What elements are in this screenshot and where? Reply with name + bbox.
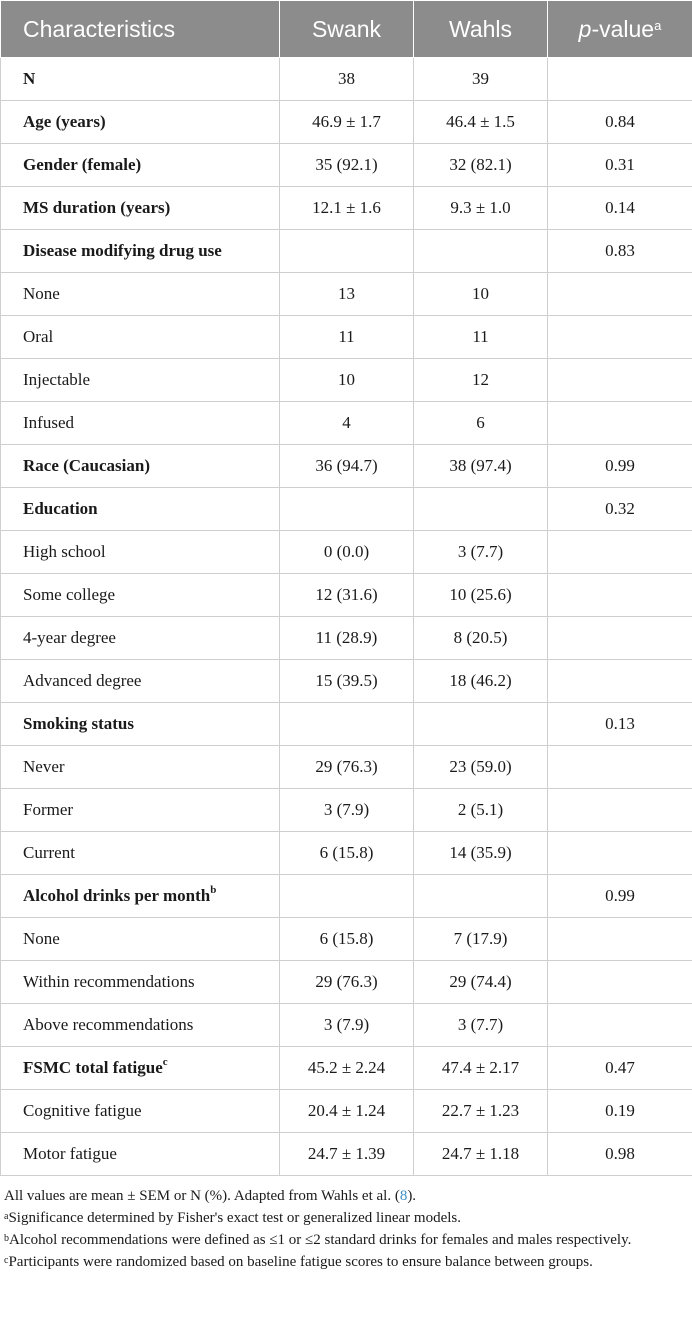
footnote-c-mark: c [4,1255,9,1266]
swank-cell: 3 (7.9) [280,1004,414,1047]
row-label-text: Injectable [23,370,91,389]
table-row [1,961,692,1004]
table-row [1,574,692,617]
pvalue-cell: 0.13 [548,703,692,746]
table-row [1,660,692,703]
swank-cell: 11 (28.9) [280,617,414,660]
table-row [1,1133,692,1176]
table-row [1,1047,692,1090]
table-row [1,58,692,101]
row-label [1,875,280,918]
row-label [1,230,280,273]
row-label [1,488,280,531]
pvalue-cell [548,617,692,660]
table-row [1,273,692,316]
pvalue-cell [548,789,692,832]
row-label [1,316,280,359]
header-swank: Swank [280,1,414,58]
swank-cell: 10 [280,359,414,402]
row-label-text: Oral [23,327,54,346]
row-label [1,445,280,488]
row-label [1,402,280,445]
swank-cell: 13 [280,273,414,316]
footnote-b [4,1230,688,1251]
footnote-c [4,1252,688,1273]
table-row [1,703,692,746]
row-label-text: Advanced degree [23,671,142,690]
reference-link[interactable]: 8 [399,1188,408,1204]
row-label [1,832,280,875]
wahls-cell: 46.4 ± 1.5 [414,101,548,144]
row-label-text: N [23,69,36,88]
wahls-cell: 3 (7.7) [414,531,548,574]
row-label-footnote-mark: c [162,1056,168,1068]
row-label [1,101,280,144]
table-row [1,531,692,574]
footnote-c-text: Participants were randomized based on baseline fatigue scores to ensure balance between groups. [8,1254,593,1270]
swank-cell: 45.2 ± 2.24 [280,1047,414,1090]
pvalue-cell: 0.83 [548,230,692,273]
pvalue-cell [548,660,692,703]
footnote-summary [4,1186,688,1207]
pvalue-cell: 0.98 [548,1133,692,1176]
pvalue-cell: 0.47 [548,1047,692,1090]
row-label-text: Smoking status [23,714,135,733]
header-pvalue-rest: -value [591,15,655,42]
row-label [1,187,280,230]
wahls-cell: 10 [414,273,548,316]
wahls-cell: 18 (46.2) [414,660,548,703]
pvalue-cell: 0.99 [548,445,692,488]
wahls-cell: 8 (20.5) [414,617,548,660]
pvalue-cell [548,574,692,617]
pvalue-cell: 0.99 [548,875,692,918]
swank-cell: 3 (7.9) [280,789,414,832]
wahls-cell [414,703,548,746]
header-wahls: Wahls [414,1,548,58]
table-body [1,58,692,1176]
row-label [1,531,280,574]
table-row [1,617,692,660]
row-label-text: Gender (female) [23,155,142,174]
pvalue-cell: 0.32 [548,488,692,531]
row-label [1,703,280,746]
table-row [1,918,692,961]
wahls-cell [414,875,548,918]
header-pvalue-sup: a [654,17,662,33]
row-label-text: High school [23,542,106,561]
footnote-summary-text: All values are mean ± SEM or N (%). Adapted from Wahls et al. ( [4,1188,400,1204]
wahls-cell: 14 (35.9) [414,832,548,875]
wahls-cell: 32 (82.1) [414,144,548,187]
table-row [1,1004,692,1047]
table-row [1,187,692,230]
table-header [1,1,692,58]
footnote-b-text: Alcohol recommendations were defined as ≤1 or ≤2 standard drinks for females and males respectively. [9,1232,632,1248]
wahls-cell [414,488,548,531]
row-label-text: FSMC total fatigue [23,1058,163,1077]
pvalue-cell: 0.19 [548,1090,692,1133]
table-row [1,832,692,875]
row-label [1,359,280,402]
wahls-cell: 39 [414,58,548,101]
row-label [1,574,280,617]
wahls-cell: 3 (7.7) [414,1004,548,1047]
swank-cell: 6 (15.8) [280,918,414,961]
wahls-cell: 11 [414,316,548,359]
row-label-text: None [23,929,60,948]
row-label-text: Infused [23,413,74,432]
swank-cell: 36 (94.7) [280,445,414,488]
table-row [1,230,692,273]
footnote-a-mark: a [4,1211,9,1222]
row-label [1,746,280,789]
wahls-cell: 12 [414,359,548,402]
table-row [1,144,692,187]
swank-cell: 12 (31.6) [280,574,414,617]
table-row [1,875,692,918]
wahls-cell: 47.4 ± 2.17 [414,1047,548,1090]
swank-cell: 15 (39.5) [280,660,414,703]
swank-cell: 38 [280,58,414,101]
pvalue-cell [548,746,692,789]
row-label-text: 4-year degree [23,628,116,647]
row-label-text: Alcohol drinks per month [23,886,211,905]
row-label-text: Above recommendations [23,1015,194,1034]
table-row [1,101,692,144]
swank-cell [280,230,414,273]
row-label-text: Age (years) [23,112,106,131]
table-row [1,1090,692,1133]
row-label-text: MS duration (years) [23,198,171,217]
swank-cell: 12.1 ± 1.6 [280,187,414,230]
row-label-text: Education [23,499,98,518]
row-label [1,617,280,660]
swank-cell: 0 (0.0) [280,531,414,574]
swank-cell: 46.9 ± 1.7 [280,101,414,144]
pvalue-cell [548,402,692,445]
row-label [1,1004,280,1047]
row-label-text: None [23,284,60,303]
footnote-a-text: Significance determined by Fisher's exact test or generalized linear models. [8,1210,461,1226]
wahls-cell: 6 [414,402,548,445]
pvalue-cell: 0.84 [548,101,692,144]
row-label [1,58,280,101]
row-label-footnote-mark: b [210,884,217,896]
wahls-cell: 22.7 ± 1.23 [414,1090,548,1133]
pvalue-cell [548,316,692,359]
wahls-cell: 38 (97.4) [414,445,548,488]
row-label [1,789,280,832]
row-label [1,1133,280,1176]
row-label [1,144,280,187]
row-label-text: Disease modifying drug use [23,241,222,260]
table-row [1,746,692,789]
wahls-cell: 2 (5.1) [414,789,548,832]
wahls-cell: 10 (25.6) [414,574,548,617]
wahls-cell: 7 (17.9) [414,918,548,961]
row-label [1,660,280,703]
swank-cell: 35 (92.1) [280,144,414,187]
header-pvalue [548,1,692,58]
row-label [1,1090,280,1133]
swank-cell [280,703,414,746]
table-row [1,402,692,445]
table-row [1,488,692,531]
swank-cell: 29 (76.3) [280,746,414,789]
row-label-text: Some college [23,585,116,604]
row-label [1,273,280,316]
swank-cell: 20.4 ± 1.24 [280,1090,414,1133]
footnote-a [4,1208,688,1229]
swank-cell: 6 (15.8) [280,832,414,875]
pvalue-cell [548,918,692,961]
swank-cell: 11 [280,316,414,359]
wahls-cell [414,230,548,273]
row-label [1,961,280,1004]
pvalue-cell [548,58,692,101]
table-row [1,445,692,488]
row-label-text: Within recommendations [23,972,195,991]
header-characteristics: Characteristics [1,1,280,58]
wahls-cell: 24.7 ± 1.18 [414,1133,548,1176]
row-label-text: Never [23,757,65,776]
pvalue-cell [548,832,692,875]
swank-cell: 29 (76.3) [280,961,414,1004]
row-label [1,1047,280,1090]
table-row [1,359,692,402]
wahls-cell: 29 (74.4) [414,961,548,1004]
header-pvalue-italic: p [578,15,592,42]
pvalue-cell [548,273,692,316]
row-label [1,918,280,961]
wahls-cell: 9.3 ± 1.0 [414,187,548,230]
pvalue-cell [548,1004,692,1047]
wahls-cell: 23 (59.0) [414,746,548,789]
pvalue-cell [548,359,692,402]
swank-cell [280,875,414,918]
row-label-text: Race (Caucasian) [23,456,151,475]
pvalue-cell [548,961,692,1004]
row-label-text: Motor fatigue [23,1144,117,1163]
footnote-b-mark: b [4,1233,9,1244]
swank-cell [280,488,414,531]
footnote-summary-end: ). [407,1188,417,1204]
swank-cell: 4 [280,402,414,445]
pvalue-cell: 0.14 [548,187,692,230]
row-label-text: Cognitive fatigue [23,1101,142,1120]
table-row [1,316,692,359]
row-label-text: Current [23,843,75,862]
pvalue-cell [548,531,692,574]
table-footnotes [0,1176,692,1273]
row-label-text: Former [23,800,74,819]
table-row [1,789,692,832]
swank-cell: 24.7 ± 1.39 [280,1133,414,1176]
pvalue-cell: 0.31 [548,144,692,187]
